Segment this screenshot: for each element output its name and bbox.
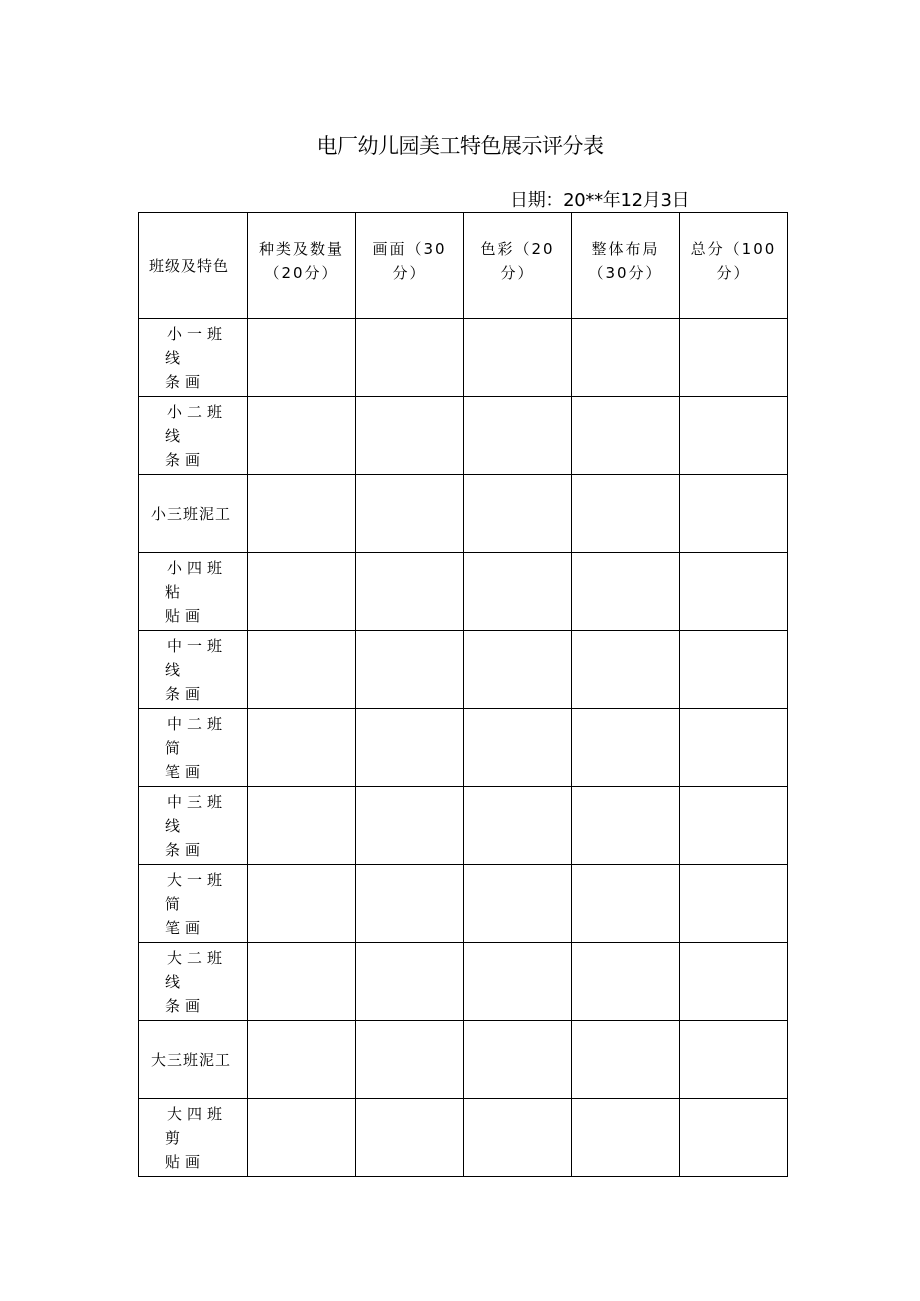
- class-feature-cell: [139, 865, 248, 943]
- picture-score-cell[interactable]: [356, 475, 464, 553]
- layout-score-cell[interactable]: [572, 865, 680, 943]
- class-feature-line-1: 小二班线: [165, 402, 228, 445]
- layout-score-cell[interactable]: [572, 787, 680, 865]
- type-quantity-score-cell[interactable]: [248, 319, 356, 397]
- color-score-cell[interactable]: [464, 1099, 572, 1177]
- layout-score-cell[interactable]: [572, 1021, 680, 1099]
- color-score-cell[interactable]: [464, 787, 572, 865]
- layout-score-cell[interactable]: [572, 943, 680, 1021]
- picture-score-cell[interactable]: [356, 787, 464, 865]
- class-feature-cell: [139, 631, 248, 709]
- table-row: [139, 1099, 788, 1177]
- table-header-row: [139, 213, 788, 319]
- type-quantity-score-cell[interactable]: [248, 631, 356, 709]
- header-type-quantity-label: 种类及数量（20分）: [258, 239, 344, 282]
- color-score-cell[interactable]: [464, 319, 572, 397]
- class-feature-line-2: 贴画: [165, 606, 206, 625]
- type-quantity-score-cell[interactable]: [248, 709, 356, 787]
- total-score-cell[interactable]: [680, 475, 788, 553]
- layout-score-cell[interactable]: [572, 1099, 680, 1177]
- score-table: [138, 212, 788, 1177]
- table-row: [139, 475, 788, 553]
- class-feature-line-1: 小四班粘: [165, 558, 228, 601]
- total-score-cell[interactable]: [680, 709, 788, 787]
- class-feature-cell: 大三班泥工: [139, 1021, 248, 1099]
- header-type-quantity: [248, 213, 356, 319]
- class-feature-cell: [139, 397, 248, 475]
- picture-score-cell[interactable]: [356, 943, 464, 1021]
- header-class-feature: 班级及特色: [139, 213, 248, 319]
- class-feature-line-2: 笔画: [165, 762, 206, 781]
- class-feature-line-1: 中三班线: [165, 792, 228, 835]
- header-picture-label: 画面（30分）: [372, 239, 447, 282]
- class-feature-line-1: 中一班线: [165, 636, 228, 679]
- total-score-cell[interactable]: [680, 1021, 788, 1099]
- class-feature-cell: 小三班泥工: [139, 475, 248, 553]
- date-label: 日期：20**年12月3日: [510, 190, 690, 211]
- type-quantity-score-cell[interactable]: [248, 397, 356, 475]
- class-feature-cell: [139, 709, 248, 787]
- color-score-cell[interactable]: [464, 1021, 572, 1099]
- table-row: [139, 787, 788, 865]
- header-color-label: 色彩（20分）: [480, 239, 555, 282]
- type-quantity-score-cell[interactable]: [248, 475, 356, 553]
- total-score-cell[interactable]: [680, 631, 788, 709]
- total-score-cell[interactable]: [680, 787, 788, 865]
- class-feature-line-1: 中二班简: [165, 714, 228, 757]
- table-row: [139, 319, 788, 397]
- layout-score-cell[interactable]: [572, 631, 680, 709]
- class-feature-line-1: 小一班线: [165, 324, 228, 367]
- header-total-label: 总分（100分）: [690, 239, 777, 282]
- color-score-cell[interactable]: [464, 475, 572, 553]
- table-row: [139, 865, 788, 943]
- total-score-cell[interactable]: [680, 397, 788, 475]
- picture-score-cell[interactable]: [356, 709, 464, 787]
- picture-score-cell[interactable]: [356, 319, 464, 397]
- class-feature-line-2: 条画: [165, 996, 206, 1015]
- class-feature-line-2: 条画: [165, 372, 206, 391]
- class-feature-cell: [139, 1099, 248, 1177]
- color-score-cell[interactable]: [464, 397, 572, 475]
- color-score-cell[interactable]: [464, 631, 572, 709]
- class-feature-line-1: 大四班剪: [165, 1104, 228, 1147]
- layout-score-cell[interactable]: [572, 397, 680, 475]
- picture-score-cell[interactable]: [356, 1021, 464, 1099]
- header-picture: [356, 213, 464, 319]
- color-score-cell[interactable]: [464, 865, 572, 943]
- color-score-cell[interactable]: [464, 943, 572, 1021]
- total-score-cell[interactable]: [680, 865, 788, 943]
- class-feature-cell: [139, 319, 248, 397]
- total-score-cell[interactable]: [680, 319, 788, 397]
- total-score-cell[interactable]: [680, 1099, 788, 1177]
- table-row: [139, 397, 788, 475]
- layout-score-cell[interactable]: [572, 553, 680, 631]
- class-feature-line-2: 条画: [165, 840, 206, 859]
- picture-score-cell[interactable]: [356, 865, 464, 943]
- color-score-cell[interactable]: [464, 709, 572, 787]
- layout-score-cell[interactable]: [572, 709, 680, 787]
- class-feature-line-1: 大二班线: [165, 948, 228, 991]
- type-quantity-score-cell[interactable]: [248, 943, 356, 1021]
- type-quantity-score-cell[interactable]: [248, 787, 356, 865]
- picture-score-cell[interactable]: [356, 631, 464, 709]
- type-quantity-score-cell[interactable]: [248, 865, 356, 943]
- type-quantity-score-cell[interactable]: [248, 1021, 356, 1099]
- total-score-cell[interactable]: [680, 943, 788, 1021]
- picture-score-cell[interactable]: [356, 397, 464, 475]
- table-row: [139, 709, 788, 787]
- type-quantity-score-cell[interactable]: [248, 553, 356, 631]
- table-row: [139, 553, 788, 631]
- class-feature-line-1: 大一班简: [165, 870, 228, 913]
- document-title: 电厂幼儿园美工特色展示评分表: [316, 134, 604, 158]
- class-feature-cell: [139, 943, 248, 1021]
- class-feature-line-2: 笔画: [165, 918, 206, 937]
- header-total: [680, 213, 788, 319]
- table-row: [139, 631, 788, 709]
- table-row: [139, 943, 788, 1021]
- total-score-cell[interactable]: [680, 553, 788, 631]
- layout-score-cell[interactable]: [572, 475, 680, 553]
- class-feature-line-2: 条画: [165, 684, 206, 703]
- class-feature-cell: [139, 553, 248, 631]
- header-layout-label: 整体布局（30分）: [588, 239, 663, 282]
- class-feature-line-2: 条画: [165, 450, 206, 469]
- table-row: [139, 1021, 788, 1099]
- header-layout: [572, 213, 680, 319]
- class-feature-cell: [139, 787, 248, 865]
- color-score-cell[interactable]: [464, 553, 572, 631]
- picture-score-cell[interactable]: [356, 1099, 464, 1177]
- type-quantity-score-cell[interactable]: [248, 1099, 356, 1177]
- header-color: [464, 213, 572, 319]
- layout-score-cell[interactable]: [572, 319, 680, 397]
- class-feature-line-2: 贴画: [165, 1152, 206, 1171]
- picture-score-cell[interactable]: [356, 553, 464, 631]
